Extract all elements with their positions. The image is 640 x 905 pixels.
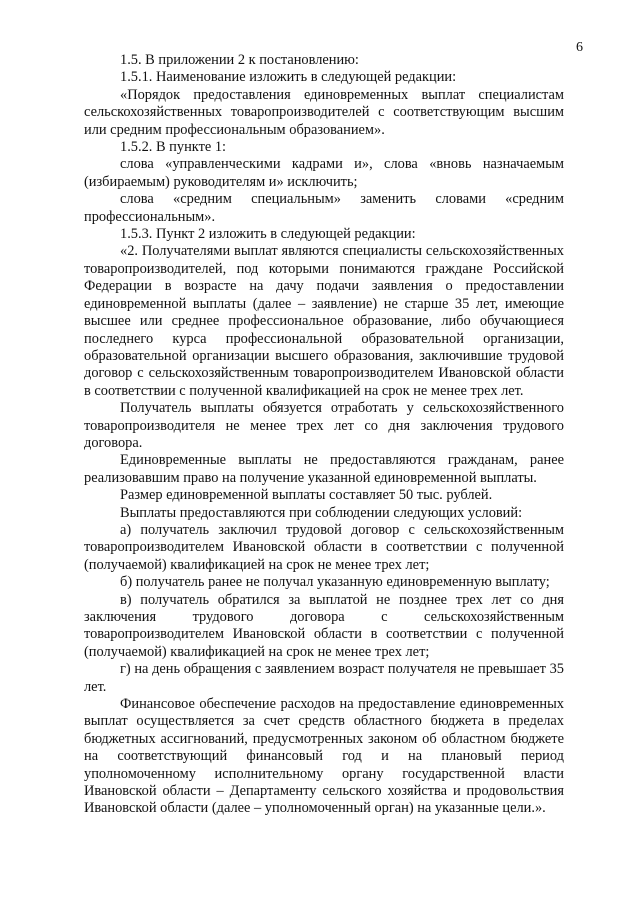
- paragraph-words-excluded: слова «управленческими кадрами и», слова «вновь назначаемым (избираемым) руководителям и» исключить;: [84, 156, 564, 190]
- paragraph-recipient-obligation: Получатель выплаты обязуется отработать у сельскохозяйственного товаропроизводителя не менее трех лет со дня заключения трудового договора.: [84, 400, 564, 451]
- paragraph-item-2: «2. Получателями выплат являются специалисты сельскохозяйственных товаропроизводителей, под которыми понимаются граждане Российской Федерации в возрасте на дачу подачи заявления о предоставлении единовременной выплаты (далее – заявление) не старше 35 лет, имеющие высшее или среднее профессиональное образование, либо обучающиеся последнего курса профессиональной образовательной организации, образовательной организации высшего образования, заключившие трудовой договор с сельскохозяйственным товаропроизводителем Ивановской области в соответствии с полученной квалификацией на срок не менее трех лет.: [84, 243, 564, 399]
- paragraph-quoted-title: «Порядок предоставления единовременных выплат специалистам сельскохозяйственных товаропроизводителей с соответствующим высшим или средним профессиональным образованием».: [84, 86, 564, 138]
- paragraph-condition-c: в) получатель обратился за выплатой не позднее трех лет со дня заключения трудового договора с сельскохозяйственным товаропроизводителем Ивановской области в соответствии с полученной (получаемой) квалификацией на срок не менее трех лет;: [84, 591, 564, 660]
- paragraph-conditions-intro: Выплаты предоставляются при соблюдении следующих условий:: [120, 504, 523, 521]
- page-number: 6: [576, 40, 583, 55]
- paragraph-1-5-3: 1.5.3. Пункт 2 изложить в следующей редакции:: [120, 226, 416, 243]
- paragraph-words-replaced: слова «средним специальным» заменить словами «средним профессиональным».: [84, 191, 564, 225]
- paragraph-condition-a: а) получатель заключил трудовой договор с сельскохозяйственным товаропроизводителем Ивановской области в соответствии с полученной (получаемой) квалификацией на срок не менее трех лет;: [84, 521, 564, 573]
- paragraph-1-5-1: 1.5.1. Наименование изложить в следующей редакции:: [120, 69, 457, 86]
- paragraph-condition-b: б) получатель ранее не получал указанную единовременную выплату;: [120, 574, 550, 591]
- paragraph-not-provided: Единовременные выплаты не предоставляются гражданам, ранее реализовавшим право на получение указанной единовременной выплаты.: [84, 452, 564, 486]
- paragraph-financing: Финансовое обеспечение расходов на предоставление единовременных выплат осуществляется за счет средств областного бюджета в пределах бюджетных ассигнований, предусмотренных законом об областном бюджете на соответствующий финансовый год и на плановый период уполномоченному исполнительному органу государственной власти Ивановской области – Департаменту сельского хозяйства и продовольствия Ивановской области (далее – уполномоченный орган) на указанные цели.».: [84, 696, 564, 817]
- paragraph-condition-d: г) на день обращения с заявлением возраст получателя не превышает 35 лет.: [84, 661, 564, 695]
- paragraph-1-5-2: 1.5.2. В пункте 1:: [120, 139, 227, 156]
- paragraph-1-5: 1.5. В приложении 2 к постановлению:: [120, 52, 359, 68]
- paragraph-payment-amount: Размер единовременной выплаты составляет 50 тыс. рублей.: [120, 487, 493, 504]
- document-body: [84, 52, 564, 818]
